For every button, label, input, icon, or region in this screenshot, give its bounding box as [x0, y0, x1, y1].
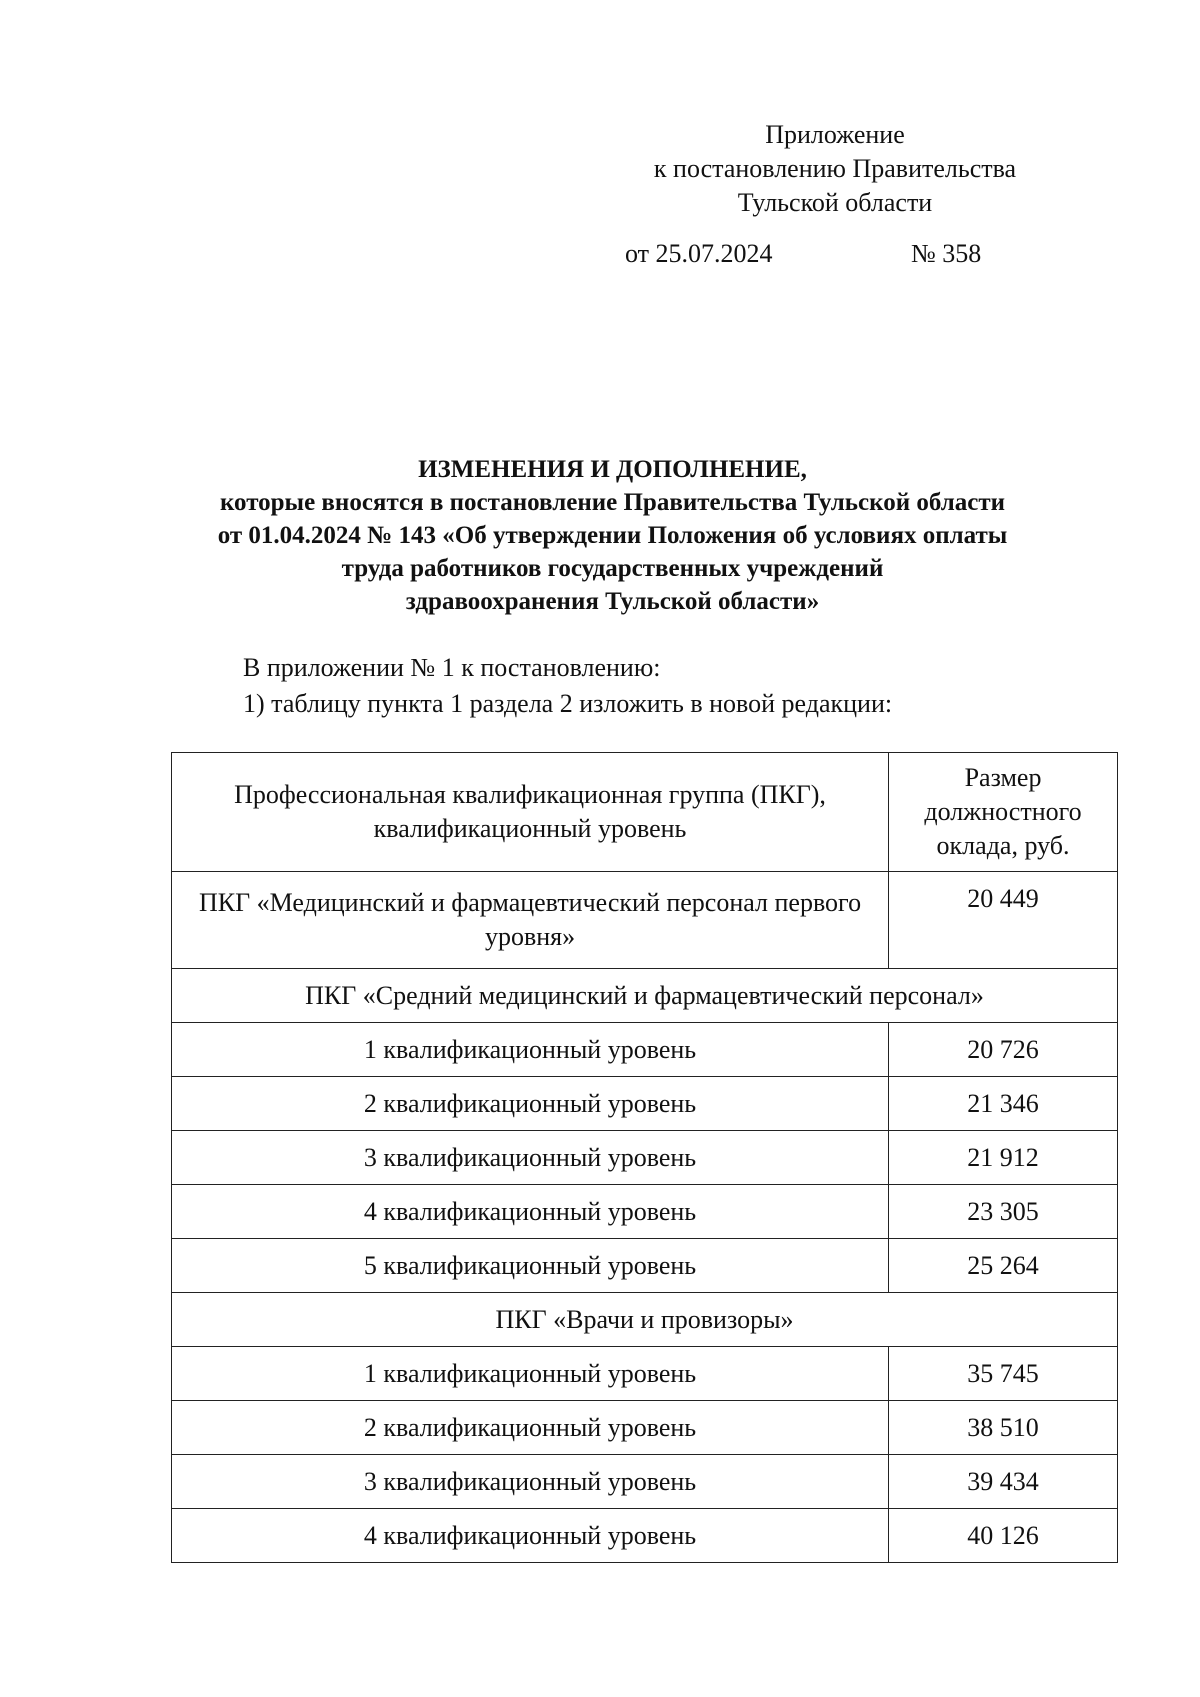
row-name: 1 квалификационный уровень	[172, 1023, 889, 1077]
row-salary: 23 305	[889, 1185, 1118, 1239]
intro-line: В приложении № 1 к постановлению:	[243, 653, 661, 682]
title-line: ИЗМЕНЕНИЯ И ДОПОЛНЕНИЕ,	[418, 456, 807, 483]
table-row	[172, 872, 1118, 969]
annex-region: Тульской области	[737, 188, 933, 217]
row-name: 2 квалификационный уровень	[172, 1077, 889, 1131]
annex-label: Приложение	[765, 120, 905, 149]
title-line: здравоохранения Тульской области»	[405, 588, 820, 615]
table-row	[172, 1131, 1118, 1185]
table-row	[172, 1023, 1118, 1077]
row-salary: 35 745	[889, 1347, 1118, 1401]
row-name: 5 квалификационный уровень	[172, 1239, 889, 1293]
title-line: от 01.04.2024 № 143 «Об утверждении Положения об условиях оплаты	[217, 522, 1008, 549]
row-salary: 20 449	[889, 872, 1118, 969]
section-title: ПКГ «Врачи и провизоры»	[172, 1293, 1118, 1347]
row-name: 4 квалификационный уровень	[172, 1185, 889, 1239]
title-line: которые вносятся в постановление Правительства Тульской области	[219, 489, 1006, 516]
row-salary: 21 912	[889, 1131, 1118, 1185]
table-row	[172, 1455, 1118, 1509]
annex-header	[615, 118, 1055, 220]
row-salary: 40 126	[889, 1509, 1118, 1563]
table-row	[172, 1239, 1118, 1293]
row-salary: 20 726	[889, 1023, 1118, 1077]
row-salary: 38 510	[889, 1401, 1118, 1455]
salary-table	[171, 752, 1118, 1563]
table-header-row	[172, 753, 1118, 872]
intro-text	[243, 650, 892, 722]
row-salary: 21 346	[889, 1077, 1118, 1131]
header-salary: Размер должностного оклада, руб.	[889, 753, 1118, 872]
table-row	[172, 1077, 1118, 1131]
table-row	[172, 1347, 1118, 1401]
annex-reference: к постановлению Правительства	[653, 154, 1017, 183]
document-title	[150, 453, 1075, 618]
table-section-row	[172, 1293, 1118, 1347]
section-title: ПКГ «Средний медицинский и фармацевтический персонал»	[172, 969, 1118, 1023]
header-group: Профессиональная квалификационная группа (ПКГ), квалификационный уровень	[172, 753, 889, 872]
table-row	[172, 1509, 1118, 1563]
table-section-row	[172, 969, 1118, 1023]
row-name: 4 квалификационный уровень	[172, 1509, 889, 1563]
row-name: 1 квалификационный уровень	[172, 1347, 889, 1401]
title-line: труда работников государственных учреждений	[341, 555, 884, 582]
row-name: 2 квалификационный уровень	[172, 1401, 889, 1455]
table-row	[172, 1185, 1118, 1239]
row-name: 3 квалификационный уровень	[172, 1131, 889, 1185]
decree-number: № 358	[911, 239, 982, 268]
decree-date: от 25.07.2024	[625, 239, 773, 268]
row-salary: 39 434	[889, 1455, 1118, 1509]
intro-line: 1) таблицу пункта 1 раздела 2 изложить в новой редакции:	[243, 689, 893, 718]
row-salary: 25 264	[889, 1239, 1118, 1293]
table-row	[172, 1401, 1118, 1455]
row-name: ПКГ «Медицинский и фармацевтический персонал первого уровня»	[172, 872, 889, 969]
row-name: 3 квалификационный уровень	[172, 1455, 889, 1509]
